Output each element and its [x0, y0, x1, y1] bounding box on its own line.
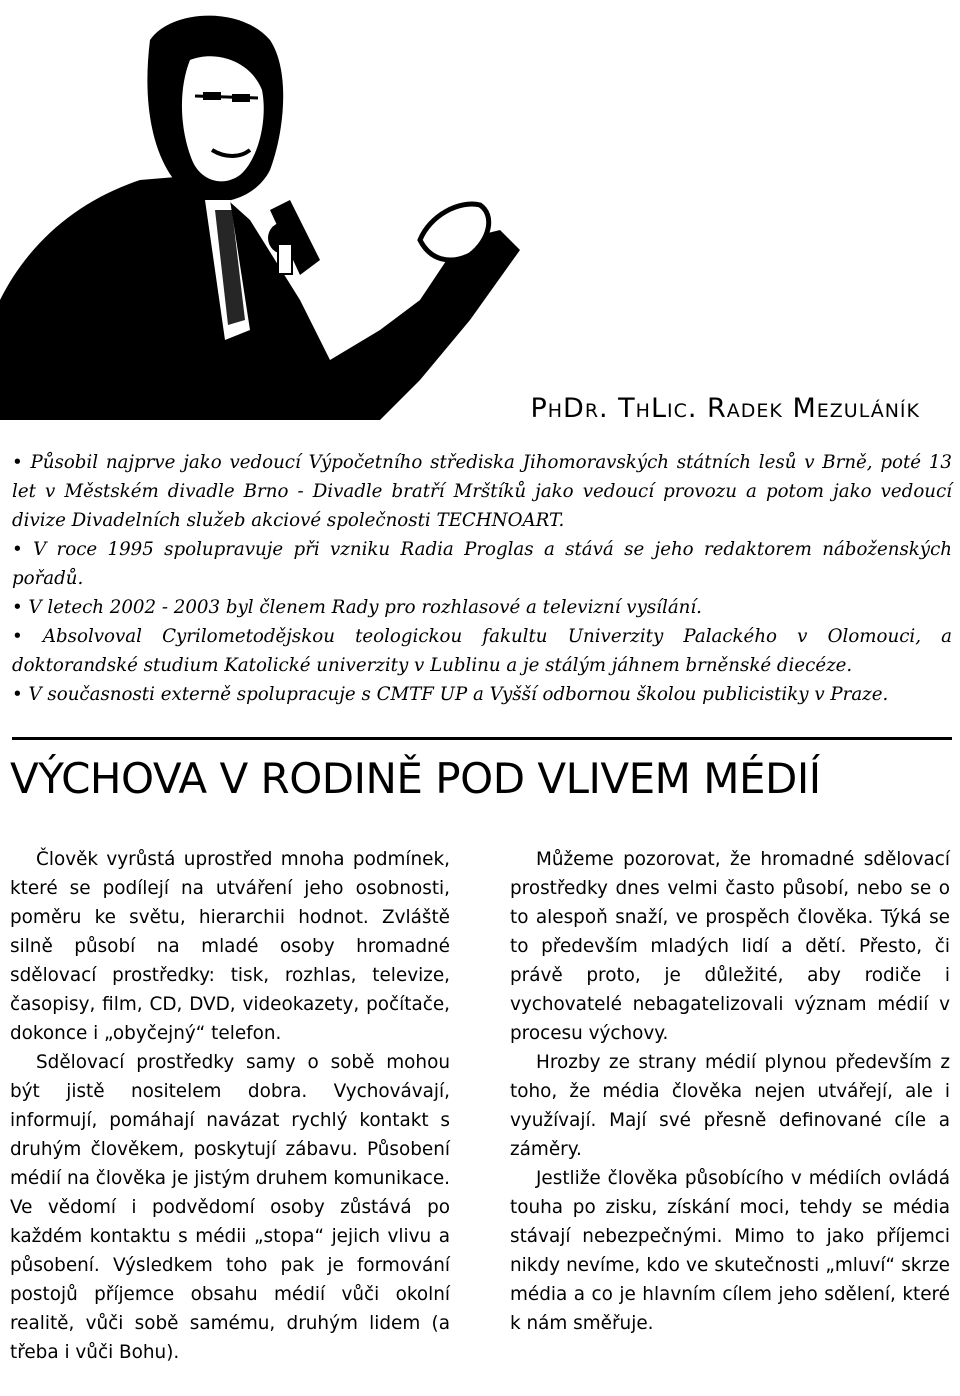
article-column-left [10, 845, 450, 1367]
paragraph: Člověk vyrůstá uprostřed mnoha podmínek, které se podílejí na utváření jeho osobnosti, poměru ke světu, hierarchii hodnot. Zvláště silně působí na mladé osoby hromadné sdělovací prostředky: tisk, rozhlas, televize, časopisy, film, CD, DVD, videokazety, počítače, dokonce i „obyčejný“ telefon. [10, 849, 450, 1044]
bio-item: • V letech 2002 - 2003 byl členem Rady pro rozhlasové a televizní vysílání. [12, 593, 952, 622]
paragraph: Můžeme pozorovat, že hromadné sdělovací prostředky dnes velmi často působí, nebo se o to alespoň snaží, ve prospěch člověka. Týká se to především mladých lidí a dětí. Přesto, či právě proto, je důležité, aby rodiče i vychovatelé nebagatelizovali význam médií v procesu výchovy. [510, 849, 950, 1044]
bio-item: • Působil najprve jako vedoucí Výpočetního střediska Jihomoravských státních lesů v Brně, poté 13 let v Městském divadle Brno - Divadle bratří Mrštíků jako vedoucí provozu a potom jako vedoucí divize Divadelních služeb akciové společnosti TECHNOART. [12, 448, 952, 535]
section-divider [12, 737, 952, 740]
author-photo [0, 0, 560, 420]
paragraph: Jestliže člověka působícího v médiích ovládá touha po zisku, získání moci, tehdy se média stávají nebezpečnými. Mimo to jako příjemci nikdy nevíme, kdo ve skutečnosti „mluví“ skrze média a co je hlavním cílem jeho sdělení, které k nám směřuje. [510, 1168, 950, 1334]
article-headline: VÝCHOVA V RODINĚ POD VLIVEM MÉDIÍ [10, 754, 821, 803]
article-column-right [510, 845, 950, 1338]
author-name: PhDr. ThLic. Radek Mezuláník [530, 393, 920, 424]
paragraph: Hrozby ze strany médií plynou především z toho, že média člověka nejen utvářejí, ale i využívají. Mají své přesně definované cíle a záměry. [510, 1052, 950, 1160]
bio-item: • V roce 1995 spolupravuje při vzniku Radia Proglas a stává se jeho redaktorem náboženských pořadů. [12, 535, 952, 593]
bio-item: • V současnosti externě spolupracuje s CMTF UP a Vyšší odbornou školou publicistiky v Praze. [12, 680, 952, 709]
paragraph: Sdělovací prostředky samy o sobě mohou být jistě nositelem dobra. Vychovávají, informují, pomáhají navázat rychlý kontakt s druhým člověkem, poskytují zábavu. Působení médií na člověka je jistým druhem komunikace. Ve vědomí i podvědomí osoby zůstává po každém kontaktu s médii „stopa“ jejich vlivu a působení. Výsledkem toho pak je formování postojů příjemce obsahu médií vůči okolní realitě, vůči sobě samému, druhým lidem (a třeba i vůči Bohu). [10, 1052, 450, 1363]
bio-item: • Absolvoval Cyrilometodějskou teologickou fakultu Univerzity Palackého v Olomouci, a doktorandské studium Katolické univerzity v Lublinu a je stálým jáhnem brněnské diecéze. [12, 622, 952, 680]
author-bio-list [12, 448, 952, 709]
